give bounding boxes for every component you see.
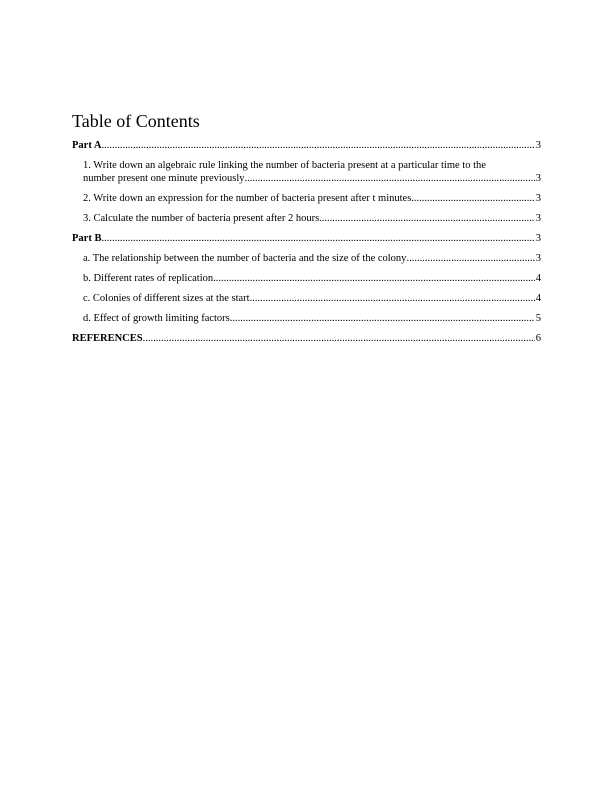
toc-page-number: 3 [535,233,541,244]
toc-entry-title: Part B [72,233,102,244]
toc-page-number: 3 [535,140,541,151]
toc-entry-title: Part A [72,140,102,151]
toc-leader-dots [143,332,535,345]
toc-leader-dots [406,252,534,265]
toc-page-number: 3 [535,193,541,204]
toc-entry-title: number present one minute previously [83,173,245,184]
toc-leader-dots [245,172,535,185]
toc-leader-dots [213,272,535,285]
toc-entry-part-b[interactable] [72,232,541,245]
toc-entry-title: 2. Write down an expression for the number of bacteria present after t minutes [83,193,412,204]
toc-page-number: 6 [535,333,541,344]
toc-leader-dots [101,139,534,152]
toc-entry-bd[interactable] [72,312,541,325]
toc-entry-title: REFERENCES [72,333,143,344]
toc-page-number: 3 [535,213,541,224]
toc-entry-a1[interactable] [72,159,541,185]
toc-leader-dots [101,232,534,245]
toc-leader-dots [411,192,534,205]
toc-page-number: 5 [535,313,541,324]
toc-page-number: 3 [535,253,541,264]
toc-heading: Table of Contents [72,111,200,131]
toc-entry-a3[interactable] [72,212,541,225]
toc-entry-title-line1: 1. Write down an algebraic rule linking the number of bacteria present at a particular time to the [83,160,486,171]
toc-entry-references[interactable] [72,332,541,345]
toc-entry-title: c. Colonies of different sizes at the start [83,293,250,304]
toc-entry-bc[interactable] [72,292,541,305]
toc-leader-dots [319,212,535,225]
toc-leader-dots [230,312,535,325]
toc-page-number: 3 [535,173,541,184]
toc-page-number: 4 [535,293,541,304]
toc-entry-a2[interactable] [72,192,541,205]
toc-entry-title: a. The relationship between the number of bacteria and the size of the colony [83,253,407,264]
toc-entry-title: b. Different rates of replication [83,273,214,284]
toc-list [72,139,541,352]
toc-entry-bb[interactable] [72,272,541,285]
toc-leader-dots [250,292,535,305]
toc-page-number: 4 [535,273,541,284]
toc-entry-title: d. Effect of growth limiting factors [83,313,230,324]
toc-entry-ba[interactable] [72,252,541,265]
toc-entry-part-a[interactable] [72,139,541,152]
toc-entry-title: 3. Calculate the number of bacteria present after 2 hours [83,213,320,224]
